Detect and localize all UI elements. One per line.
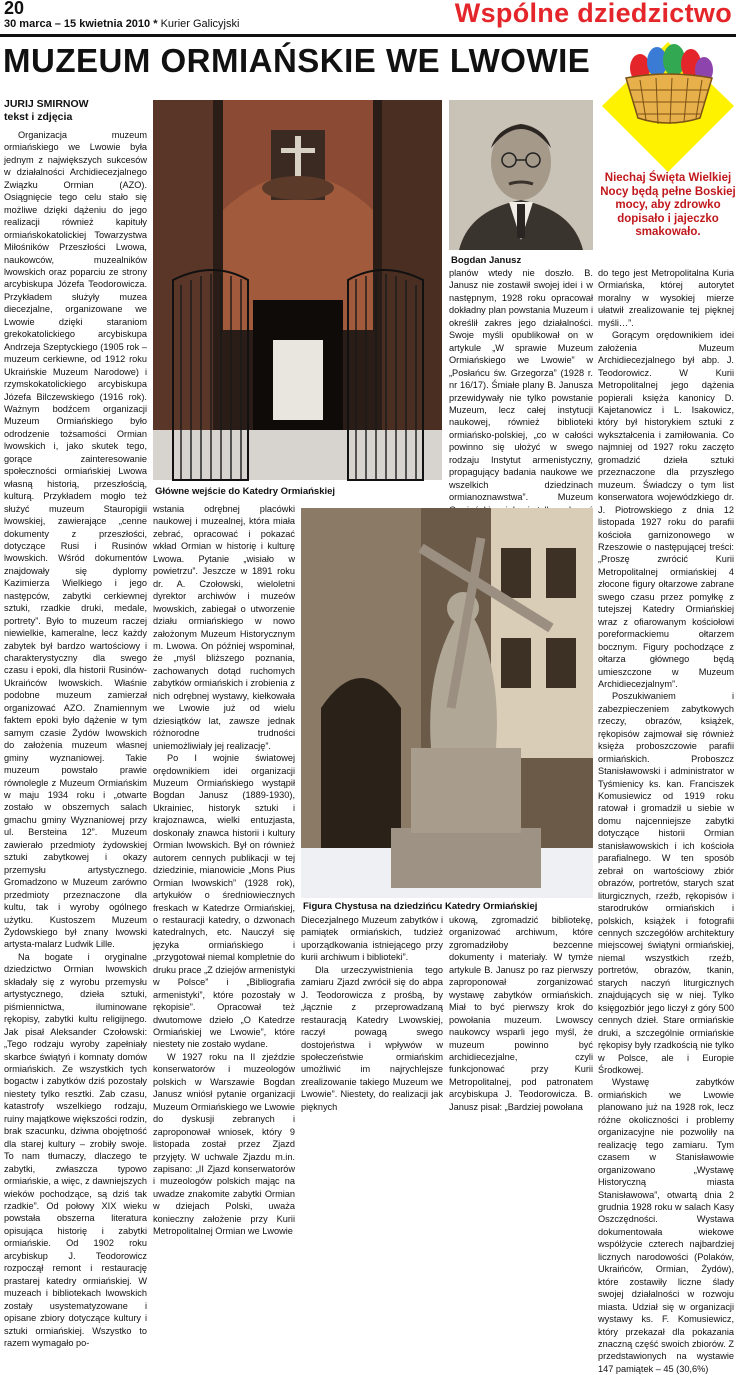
paragraph: Poszukiwaniem i zabezpieczeniem zabytkowych rzeczy, obrazów, książek, rękopisów zajmował się również księża proboszczowie parafii ormiańskich. Proboszcz Stanisławowski i administrator w Tyśmienicy ks. kan. Franciszek Komusiewicz od 1919 roku ratował i gromadził u siebie w domu najcenniejsze zabytki dotyczące historii Ormian stanisławowskich i ich kościoła parafialnego. W ten sposób zebrał on wartościowy zbiór obrazów, portretów, starych szat liturgicznych, rzeźb, rękopisów i starodruków ormiańskich i polskich, książek i fotografii cennych szczegółów architektury miejscowej świątyni ormiańskiej, niemal wszystkich rzeźb, portretów, obrazów, tkanin, starych naczyń liturgicznych znajdujących się w niej. Tylko księgozbiór jego liczył z góry 500 cennych dzieł. Stare ormiańskie druki, a szczególnie ormiańskie rękopisy były rzadkością nie tylko w Polsce, ale i Europie Środkowej. <box>598 691 734 1075</box>
paragraph: Organizacja muzeum ormiańskiego we Lwowie była jednym z największych sukcesów w działalności Archidiecezjalnego Związku Ormian (AZO). Osiągnięcie tego celu stało się możliwe dzięki dążeniu do jego realizacji również kapituły ormiańskokatolickiej Towarzystwa Miłośników Przeszłości Lwowa, naukowców, muzealników lwowskich oraz poparciu ze strony arcybiskupa Józefa Teodorowicza. Przykładem służyły muzea diecezjalne, organizowane we Lwowie dzięki staraniom grekokatolickiego arcybiskupa Andrzeja Szeptyckiego (1905 rok – muzeum cerkiewne, od 1912 roku Ukraińskie Muzeum Narodowe) i rzymskokatolickiego arcybiskupa Józefa Bilczewskiego (1916 rok). Ważnym bodźcem organizacji Muzeum Ormiańskiego było odrodzenie tożsamości Ormian lwowskich i, jako skutek tego, gorące zainteresowanie społeczności ormiańskiej Lwowa własną historią, przeszłością, kulturą. Przykładem mogło też służyć muzeum Stauropigii lwowskiej, zawierające „cenne dokumenty z przeszłości, dotyczące Rusi i Rusinów lwowskich. Wśród dokumentów znajdowały się dyplomy Kazimierza Wielkiego i jego następców, zabytki cerkiewnej sztuki, rzadkie druki, medale, portrety”. Było to muzeum raczej niewielkie, kameralne, lecz każdy zabytek był bardzo wartościowy i charakterystyczny dla swego czasu i epoki, dla historii Rusinów-Ukraińców lwowskich. Właśnie podobne muzeum zamierzał organizować AZO. Znamiennym faktem epoki było dążenie w tym samym czasie Żydów lwowskich do założenia muzeum własnej gminy wyznaniowej. Takie muzeum powstało prawie równolegle z Muzeum Ormiańskim w maju 1934 roku i „otwarte zostało w obszernych salach gmachu gminy Wyznaniowej przy ul. Bersteina 12”. Muzeum zawierało przedmioty żydowskiej sztuki zabytkowej i okazy przemysłu artystycznego. Gromadzono w Muzeum zarówno przedmioty przeznaczone dla kultu, tak i wyroby ogólnego użytku. Kustoszem Muzeum Żydowskiego był znany lwowski artysta-malarz Ludwik Lille. <box>4 130 147 950</box>
easter-wish: Niechaj Święta Wielkiej Nocy będą pełne Boskiej mocy, aby zdrowko dopisało i jajeczko smakowało. <box>600 172 736 238</box>
paragraph: W 1927 roku na II zjeździe konserwatorów i muzeologów polskich w Warszawie Bogdan Janusz wniósł pytanie organizacji Muzeum Ormiańskiego we Lwowie do dyskusji zebranych i zaproponował wniosek, który 9 listopada został przez Zjazd przyjęty. W uchwale Zjazdu m.in. zapisano: „II Zjazd konserwatorów i muzeologów polskich mając na uwadze znakomite zabytki Ormian w dziejach Polski, uważa konieczny założenie przy Kurii Metropolitalnej Ormian we Lwowie <box>153 1051 295 1237</box>
paragraph: Diecezjalnego Muzeum zabytków i pamiątek ormiańskich, tudzież uporządkowania istniejącego przy kurii archiwum i biblioteki”. <box>301 915 443 963</box>
paragraph: wstania odrębnej placówki naukowej i muzealnej, która miała zebrać, opracować i pokazać wkład Ormian w historię i kulturę Lwowa. Pytanie „wisiało w powietrzu”. Jeszcze w 1891 roku dr. A. Czołowski, wieloletni dyrektor archiwów i muzeów lwowskich, zabiegał o utworzenie działu ormiańskiego w nowo założonym Muzeum Historycznym m. Lwowa. On później wspominał, że „myśl bliższego poznania, zachowanych dotąd ruchomych zabytków ormiańskich i zrobienia z nich odrębnej wystawy, kiełkowała we Lwowie już od wielu dziesiątków lat, zawsze jednak różnorodne trudności uniemożliwiały jej realizację”. <box>153 504 295 751</box>
author-note: tekst i zdjęcia <box>4 111 73 123</box>
paragraph: planów wtedy nie doszło. B. Janusz nie zostawił swojej idei i w następnym, 1928 roku opracował dokładny plan powstania Muzeum i określił zakres jego działalności. Swoje myśli opublikował on w artykule „W sprawie Muzeum Ormiańskiego we Lwowie” w „Posłańcu św. Grzegorza” (1928 r. nr 16/17). Śmiałe plany B. Janusza przewidywały nie tylko powstanie Muzeum, lecz całej instytucji naukowej, również biblioteki ormiańsko-polskiej, „co w całości powinno się ułożyć w swego rodzaju Instytut armenistyczny, propagujący badania naukowe we wszelkich dziedzinach ormianoznawstwa”. Muzeum <box>449 268 593 503</box>
statue-caption: Figura Chystusa na dziedzińcu Katedry Ormiańskiej <box>303 901 538 912</box>
publication-name: Kurier Galicyjski <box>160 18 240 30</box>
paragraph: Gorącym orędownikiem idei założenia Muzeum Archidiecezjalnego był abp. J. Teodorowicz. W Kurii Metropolitalnej jego dążenia popierali księża kanonicy D. Kajetanowicz i L. Isakowicz, który był historykiem sztuki z wykształcenia i zamiłowania. Co najmniej od 1927 roku zaczęto gromadzić dzieła sztuki przeznaczone dla przyszłego muzeum. Świadczy o tym list konserwatora wojewódzkiego dr. J. Piotrowskiego z dnia 12 listopada 1927 roku do parafii kościoła garnizonowego w Rzeszowie o następującej treści: „Proszę zwrócić Kurii Metropolitalnej ormiańskiej 4 złocone figury ołtarzowe zabrane swego czasu przez pomyłkę z tutejszej Katedry Ormiańskiej wraz z ofiarowanym kościołowi poreformackiemu ołtarzem bocznym. Figury pochodzące z ołtarza głównego będą umieszczone w Muzeum Archidiecezjalnym”. <box>598 330 734 689</box>
cathedral-caption: Główne wejście do Katedry Ormiańskiej <box>155 486 336 497</box>
author: JURIJ SMIRNOW <box>4 98 89 110</box>
column-2 <box>153 503 295 1237</box>
byline <box>4 98 89 124</box>
portrait-photo <box>449 100 593 250</box>
easter-basket-icon <box>600 40 736 175</box>
paragraph: Wystawę zabytków ormiańskich we Lwowie planowano już na 1928 rok, lecz różne okoliczności i problemy organizacyjne nie pozwoliły na realizację tego zamiaru. Tym czasem w Stanisławowie organizowano „Wystawę Historyczną miasta Stanisławowa”, otwartą dnia 2 grudnia 1928 roku w salach Kasy Oszczędności. Wystawa dokumentowała wiekowe współżycie czterech najbardziej licznych narodowości (Polaków, Ukraińców, Ormian, Żydów), które zostawiły liczne ślady swojej działalności w rozwoju miasta. Udział się w organizacji wystawy ks. F. Komusiewicz, który przekazał dla pokazania znaczną część swoich zbiorów. Z przedstawionych na wystawie 147 pamiątek – 45 (30,6%) <box>598 1077 734 1374</box>
paragraph: ukową, zgromadzić bibliotekę, organizować archiwum, które zgromadziłoby bezcenne dokumenty i materiały. W tymże artykule B. Janusz po raz pierwszy zaproponował zorganizować wystawę zabytków ormiańskich. Miał to być pierwszy krok do powołania muzeum. Lwowscy naukowcy wsparli jego myśl, że muzeum powinno być archidiecezjalne, czyli funkcjonować przy Kurii Metropolitalnej, pod patronatem arcybiskupa J. Teodorowicza. B. Janusz pisał: „Bardziej powołana <box>449 915 593 1112</box>
paragraph: Dla urzeczywistnienia tego zamiaru Zjazd zwrócił się do abpa J. Teodorowicza z prośbą, by „łącznie z przeprowadzaną restauracją Katedry Lwowskiej, raczył powagą swego dostojeństwa i wpływów w społeczeństwie ormiańskim umożliwić im najrychlejsze zrealizowanie takiego Muzeum we Lwowie”. Niestety, do realizacji jak pięknych <box>301 964 443 1112</box>
header-rule <box>0 34 736 37</box>
paragraph: Po I wojnie światowej orędownikiem idei organizacji Muzeum Ormiańskiego wystąpił Bogdan Janusz (1889-1930), Ukrainiec, historyk sztuki i krajoznawca, wielki entuzjasta, doskonały znawca historii i kultury Ormian lwowskich. Był on również autorem cennych publikacji w tej dziedzinie, mianowicie „Mons Pius Ormian lwowskich” (1928 rok), artykułów o średniowiecznych freskach w Katedrze Ormiańskiej, o restauracji katedry, o dzwonach katedralnych, etc. Nauczył się języka ormiańskiego i „przygotował niemal kompletnie do druku prace „Z dziejów armenistyki w Polsce” i „Bibliografia armenistyki”, które pozostały w rękopisie”. Opracował też dwutomowe dzieło „O Katedrze Ormiańskiej we Lwowie”, które niestety nie zostało wydane. <box>153 753 295 1050</box>
paragraph: Na bogate i oryginalne dziedzictwo Ormian lwowskich składały się z wyrobu przemysłu artystycznego, dzieła sztuki, piśmiennictwa, iluminowane rękopisy, zabytki kultu religijnego. Jak pisał Aleksander Czołowski: „Tego rodzaju wyroby zapełniały skarbce świątyń i komnaty domów ormiańskich. Ze wszystkich tych bogactw i zabytków dziś pozostały niestety tylko resztki. Zab czasu, katastrofy wszelkiego rodzaju, ruiny majątkowe większości rodzin, brak szacunku, dziwna obojętność dla starej kultury – zrobiły swoje. To nam tłumaczy, dlaczego te zabytki, zwłaszcza typowo ormiańskie, a więc, z dawniejszych wieków pochodzące, są dziś tak rzadkie”. Od połowy XIX wieku powstała obszerna literatura opisująca historię i zabytki ormiańskie. Od 1902 roku arcybiskup J. Teodorowicz rozpoczął remont i restaurację prastarej katedry ormiańskiej. W muzeach i bibliotekach lwowskich zostały usystematyzowane i opisane zbiory dotyczące kultury i sztuki ormiańskiej. Wszystko to razem wymagało po- <box>4 951 147 1348</box>
page-number: 20 <box>4 0 25 18</box>
dateline <box>4 18 239 30</box>
cathedral-entrance-photo <box>153 100 442 480</box>
portrait-caption: Bogdan Janusz <box>451 255 522 266</box>
statue-photo <box>301 508 593 898</box>
section-title: Wspólne dziedzictwo <box>454 0 732 28</box>
column-1 <box>4 129 147 1348</box>
column-5 <box>598 267 734 1374</box>
column-3 <box>449 267 593 503</box>
separator: * <box>153 18 158 30</box>
paragraph: do tego jest Metropolitalna Kuria Ormiańska, której autorytet moralny w wysokiej mierze ułatwił zrealizowanie tej pięknej myśli…”. <box>598 268 734 328</box>
column-3b <box>301 914 443 1112</box>
column-4b <box>449 914 593 1112</box>
article-title: MUZEUM ORMIAŃSKIE WE LWOWIE <box>3 42 591 79</box>
issue-date: 30 marca – 15 kwietnia 2010 <box>4 18 151 30</box>
